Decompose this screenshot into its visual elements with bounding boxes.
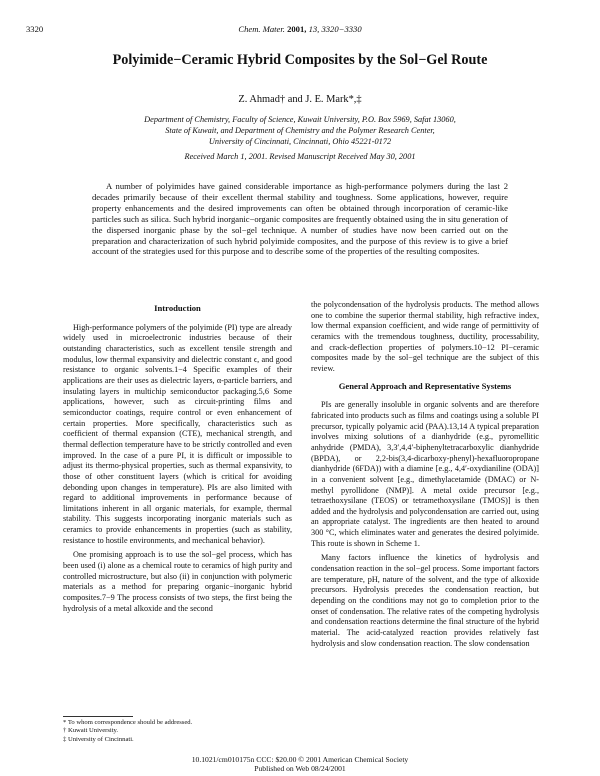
body-paragraph: Many factors influence the kinetics of hydrolysis and condensation reaction in the sol−gel process. Some important factors are temperature, pH, nature of the solvent, and the type of alkoxide precursors. Hydrolysis precedes the condensation reaction, but depending on the conditions may not go to completion prior to the onset of condensation. The relative rates of the competing hydrolysis and condensation reactions determine the final structure of the hybrid material. The acid-catalyzed reaction provides relatively fast hydrolysis and slow condensation reaction. The slow condensation — [311, 553, 539, 648]
footnotes — [63, 716, 292, 744]
publication-date: Published on Web 08/24/2001 — [254, 764, 346, 773]
article-title: Polyimide−Ceramic Hybrid Composites by the Sol−Gel Route — [112, 52, 488, 68]
section-heading-introduction: Introduction — [154, 303, 201, 313]
running-header — [26, 24, 574, 36]
author-list: Z. Ahmad† and J. E. Mark*,‡ — [238, 94, 362, 105]
received-dates: Received March 1, 2001. Revised Manuscript Received May 30, 2001 — [184, 152, 416, 161]
journal-citation — [26, 24, 574, 34]
footnote: ‡ University of Cincinnati. — [63, 735, 134, 743]
affiliation-line: University of Cincinnati, Cincinnati, Ohio 45221-0172 — [208, 137, 392, 146]
affiliation-line: State of Kuwait, and Department of Chemistry and the Polymer Research Center, — [165, 126, 435, 135]
body-paragraph: High-performance polymers of the polyimide (PI) type are already widely used in microelectronic industries because of their outstanding characteristics, such as excellent tensile strength and modulus, low thermal expansivity and dielectric constant ϵ, and good resistance to organic solvents.1−4 Specific examples of their applications are their uses as dielectric layers, α-particle barriers, and insulating layers in multichip semiconductor packaging.5,6 Some applications, however, such as circuit-printing films and semiconductor coatings, require control or even enhancement of certain properties. More specifically, characteristics such as coefficient of thermal expansion (CTE), mechanical strength, and thermal deflection temperature have to be strictly controlled and even improved. In the case of a pure PI, it is difficult or impossible to adjust its thermo-physical properties, such as thermal expansivity, to those of other constituent layers (which is critical for avoiding debonding upon changes in temperature). PIs are also limited with regard to additional improvements in performance because of limitations inherent in all organic materials, for example, thermal stability. This suggests incorporating inorganic materials such as ceramics to provide enhancements in properties (such as stability, resistance to hostile environments, and mechanical behavior). — [63, 322, 292, 545]
body-paragraph: One promising approach is to use the sol−gel process, which has been used (i) alone as a chemical route to ceramics of high purity and controlled microstructure, but also (ii) in conjunction with polymeric materials as a method for preparing organic−inorganic hybrid composites.7−9 The process consists of two steps, the first being the hydrolysis of a metal alkoxide and the second — [63, 550, 292, 613]
footnote-rule — [63, 716, 133, 717]
journal-volume-pages: 13, 3320−3330 — [308, 24, 362, 34]
footnote: † Kuwait University. — [63, 727, 119, 735]
journal-name: Chem. Mater. — [238, 24, 285, 34]
doi-line: 10.1021/cm010175n CCC: $20.00 © 2001 American Chemical Society — [191, 755, 409, 764]
section-heading-general-approach: General Approach and Representative Systems — [338, 380, 512, 391]
left-column — [63, 300, 292, 614]
right-column — [311, 300, 539, 649]
affiliation-line: Department of Chemistry, Faculty of Science, Kuwait University, P.O. Box 5969, Safat 13060, — [144, 115, 456, 124]
journal-year: 2001, — [287, 24, 307, 34]
page-footer — [40, 755, 560, 773]
abstract: A number of polyimides have gained considerable importance as high-performance polymers during the last 2 decades primarily because of their excellent thermal stability and toughness. Some applications, however, require property enhancements and the desired improvements can often be obtained through incorporation of ceramic-like particles such as silica. Such hybrid inorganic−organic composites are frequently obtained using the in situ generation of the dispersed inorganic phase by the sol−gel technique. A number of studies have now been carried out on the preparation and characterization of such hybrid polyimide composites, and the purpose of this review is to give a brief account of the strategies used for this purpose and to describe some of the properties of the resulting composites. — [92, 181, 508, 257]
affiliation-block — [50, 114, 550, 147]
body-paragraph-continued: the polycondensation of the hydrolysis products. The method allows one to combine the superior thermal stability, high refractive index, low thermal expansion coefficient, and wide range of permittivity of ceramics with the tremendous toughness, ductility, processability, and crack-deflection properties of polymers.10−12 PI−ceramic composites made by the sol−gel technique are the subject of this review. — [311, 300, 539, 373]
body-paragraph: PIs are generally insoluble in organic solvents and are therefore fabricated into products such as films and coatings using a soluble PI precursor, typically polyamic acid (PAA).13,14 A typical preparation involves mixing solutions of a dianhydride (e.g., pyromellitic anhydride (PMDA), 3,3′,4,4′-biphenyltetracarboxylic dianhydride (BPDA), or 2,2-bis(3,4-dicarboxy-phenyl)-hexafluoropropane dianhydride (6FDA)) with a diamine [e.g., 4,4′-oxydianiline (ODA)] in a convenient solvent [e.g., dimethylacetamide (DMAC) or N-methyl pyrollidone (NMP)]. A metal oxide precursor [e.g., tetraethoxysilane (TEOS) or tetramethoxysilane (TMOS)] is then added and the hydrolysis and polycondensation are carried out, using an appropriate catalyst. The ingredients are then heated to around 300 °C, which eliminates water and generates the desired polyimide. This route is shown in Scheme 1. — [311, 400, 539, 548]
footnote: * To whom correspondence should be addressed. — [63, 719, 193, 726]
page-number: 3320 — [26, 24, 44, 34]
